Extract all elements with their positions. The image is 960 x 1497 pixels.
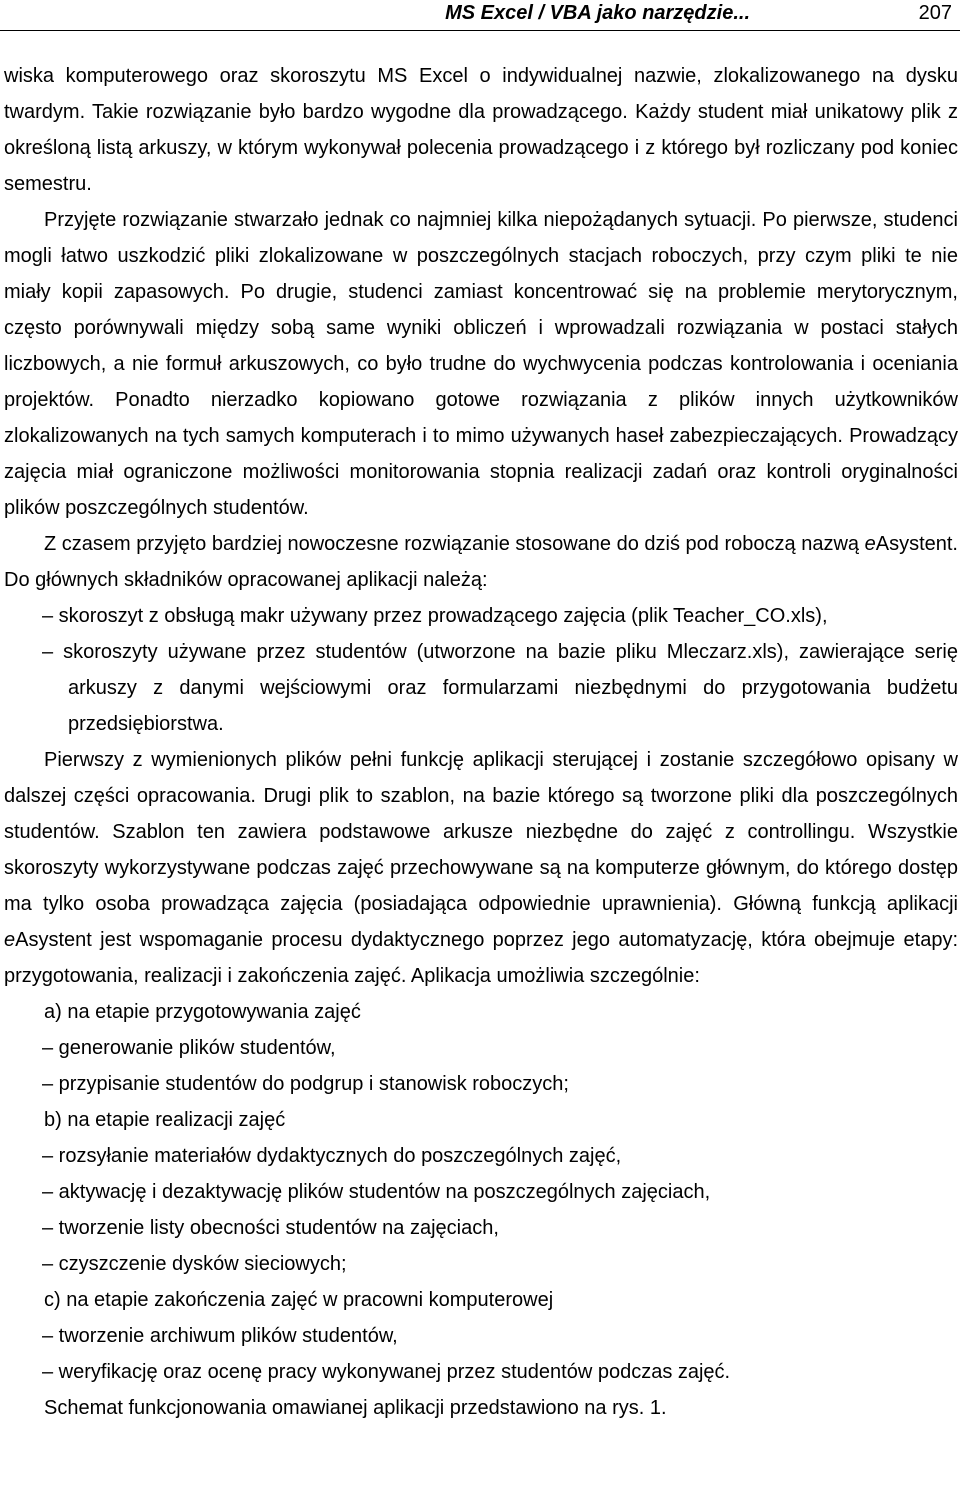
list-item: – tworzenie listy obecności studentów na zajęciach, <box>42 1217 499 1239</box>
stage-a-heading: a) na etapie przygotowywania zajęć <box>44 1001 361 1023</box>
body-text <box>4 58 958 1426</box>
list-item: – rozsyłanie materiałów dydaktycznych do poszczególnych zajęć, <box>42 1145 622 1167</box>
header-rule <box>0 30 960 31</box>
stage-c-heading: c) na etapie zakończenia zajęć w pracowni komputerowej <box>44 1289 554 1311</box>
paragraph-3-text: Z czasem przyjęto bardziej nowoczesne rozwiązanie stosowane do dziś pod roboczą nazwą <box>44 533 865 555</box>
easystent-e: e <box>4 929 16 951</box>
list-item: – tworzenie archiwum plików studentów, <box>42 1325 398 1347</box>
easystent-e: e <box>864 533 876 555</box>
header-title: MS Excel / VBA jako narzędzie... <box>445 2 750 24</box>
list-item: – generowanie plików studentów, <box>42 1037 336 1059</box>
page-number: 207 <box>918 2 952 24</box>
paragraph-1: wiska komputerowego oraz skoroszytu MS Excel o indywidualnej nazwie, zlokalizowanego na dysku twardym. Takie rozwiązanie było bardzo wygodne dla prowadzącego. Każdy student miał unikatowy plik z określoną listą arkuszy, w którym wykonywał polecenia prowadzącego i z którego był rozliczany pod koniec semestru. <box>4 65 958 195</box>
paragraph-2: Przyjęte rozwiązanie stwarzało jednak co najmniej kilka niepożądanych sytuacji. Po pierwsze, studenci mogli łatwo uszkodzić pliki zlokalizowane w poszczególnych stacjach roboczych, przy czym pliki te nie miały kopii zapasowych. Po drugie, studenci zamiast koncentrować się na problemie merytorycznym, często porównywali między sobą same wyniki obliczeń i wprowadzali rozwiązania w postaci stałych liczbowych, a nie formuł arkuszowych, co było trudne do wychwycenia podczas kontrolowania i oceniania projektów. Ponadto nierzadko kopiowano gotowe rozwiązania z plików innych użytkowników zlokalizowanych na tych samych komputerach i to mimo używanych haseł zabezpieczających. Prowadzący zajęcia miał ograniczone możliwości monitorowania stopnia realizacji zadań oraz kontroli oryginalności plików poszczególnych studentów. <box>4 209 958 519</box>
paragraph-3 <box>4 526 958 598</box>
list-item: – weryfikację oraz ocenę pracy wykonywanej przez studentów podczas zajęć. <box>42 1361 731 1383</box>
paragraph-4-text-end: Asystent jest wspomaganie procesu dydaktycznego poprzez jego automatyzację, która obejmuje etapy: przygotowania, realizacji i zakończenia zajęć. Aplikacja umożliwia szczególnie: <box>4 929 958 987</box>
paragraph-3-text-end: Asystent. Do głównych składników opracowanej aplikacji należą: <box>4 533 958 591</box>
list-item: – skoroszyty używane przez studentów (utworzone na bazie pliku Mleczarz.xls), zawierające serię arkuszy z danymi wejściowymi oraz formularzami niezbędnymi do przygotowania budżetu przedsiębiorstwa. <box>42 641 958 735</box>
list-item: – skoroszyt z obsługą makr używany przez prowadzącego zajęcia (plik Teacher_CO.xls), <box>42 605 828 627</box>
list-item: – przypisanie studentów do podgrup i stanowisk roboczych; <box>42 1073 569 1095</box>
paragraph-4 <box>4 742 958 994</box>
paragraph-4-text: Pierwszy z wymienionych plików pełni funkcję aplikacji sterującej i zostanie szczegółowo opisany w dalszej części opracowania. Drugi plik to szablon, na bazie którego są tworzone pliki dla poszczególnych studentów. Szablon ten zawiera podstawowe arkusze niezbędne do zajęć z controllingu. Wszystkie skoroszyty wykorzystywane podczas zajęć przechowywane są na komputerze głównym, do którego dostęp ma tylko osoba prowadząca zajęcia (posiadająca odpowiednie uprawnienia). Główną funkcją aplikacji <box>4 749 958 915</box>
list-item: – aktywację i dezaktywację plików studentów na poszczególnych zajęciach, <box>42 1181 711 1203</box>
closing-paragraph: Schemat funkcjonowania omawianej aplikacji przedstawiono na rys. 1. <box>44 1397 667 1419</box>
list-item: – czyszczenie dysków sieciowych; <box>42 1253 347 1275</box>
running-header <box>0 0 960 31</box>
stage-b-heading: b) na etapie realizacji zajęć <box>44 1109 286 1131</box>
